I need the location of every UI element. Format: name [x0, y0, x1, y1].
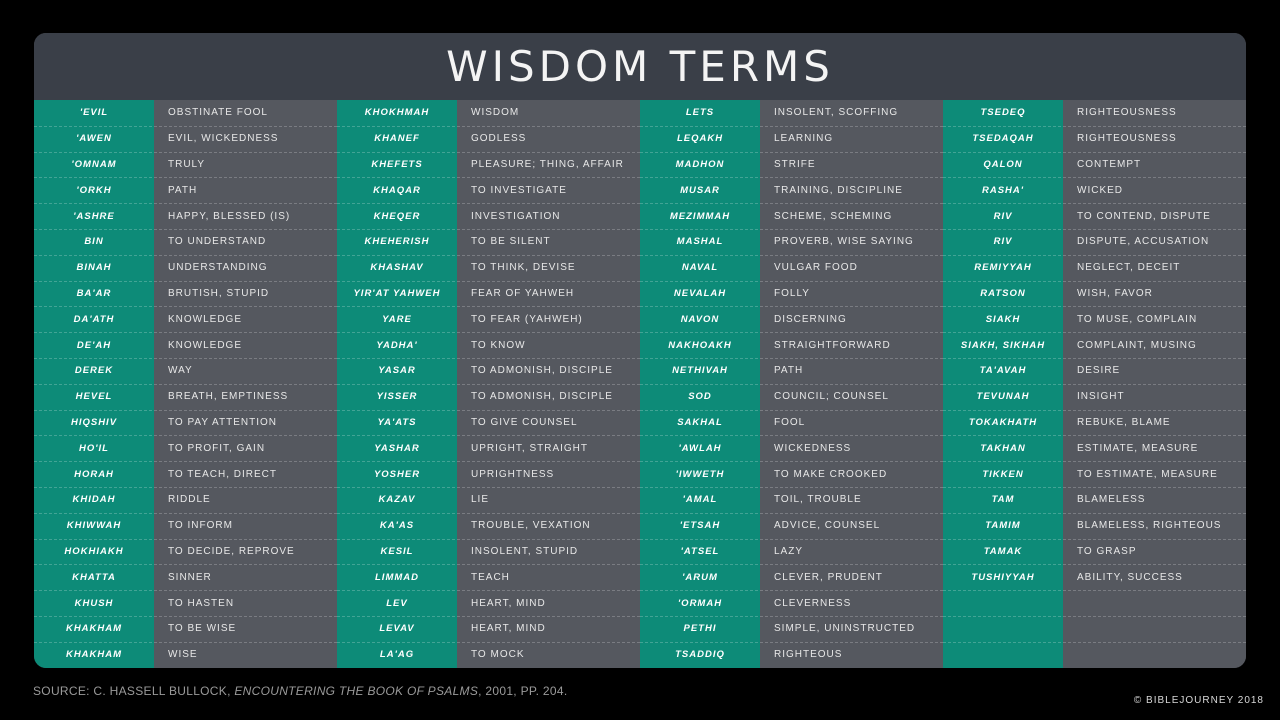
- table-row: [337, 616, 640, 643]
- hebrew-term: HEVEL: [75, 391, 113, 403]
- hebrew-term: TEVUNAH: [976, 391, 1030, 403]
- term-definition: ADVICE, COUNSEL: [774, 520, 881, 532]
- table-row: [34, 642, 337, 668]
- term-definition: RIDDLE: [168, 494, 211, 506]
- hebrew-term: HIQSHIV: [70, 416, 118, 428]
- term-definition: STRAIGHTFORWARD: [774, 339, 891, 351]
- term-definition: TO BE SILENT: [471, 236, 551, 248]
- table-row: [943, 281, 1246, 308]
- term-definition: UNDERSTANDING: [168, 262, 268, 274]
- term-definition: RIGHTEOUS: [774, 649, 843, 661]
- hebrew-term: 'ARUM: [682, 571, 718, 583]
- table-row: [337, 281, 640, 308]
- table-row: [943, 435, 1246, 462]
- term-definition: TO FEAR (YAHWEH): [471, 313, 583, 325]
- term-definition: INSOLENT, SCOFFING: [774, 107, 899, 119]
- table-row: [943, 126, 1246, 153]
- term-definition: WICKEDNESS: [774, 442, 852, 454]
- term-definition: PATH: [168, 184, 198, 196]
- hebrew-term: KHIDAH: [72, 494, 116, 506]
- table-row: [943, 410, 1246, 437]
- term-definition: TO KNOW: [471, 339, 526, 351]
- term-definition: TO HASTEN: [168, 597, 235, 609]
- table-row: [337, 513, 640, 540]
- hebrew-term: TAMIM: [985, 520, 1021, 532]
- hebrew-term: QALON: [983, 158, 1023, 170]
- term-definition: COUNCIL; COUNSEL: [774, 391, 889, 403]
- table-row: [34, 564, 337, 591]
- table-row: [943, 616, 1246, 643]
- term-definition: TO ADMONISH, DISCIPLE: [471, 391, 613, 403]
- hebrew-term: TAMAK: [983, 545, 1023, 557]
- table-row: [943, 255, 1246, 282]
- term-definition: PATH: [774, 365, 804, 377]
- hebrew-term: DEREK: [74, 365, 114, 377]
- table-row: [640, 281, 943, 308]
- table-row: [337, 229, 640, 256]
- hebrew-term: HOKHIAKH: [64, 545, 124, 557]
- table-row: [34, 513, 337, 540]
- table-row: [640, 487, 943, 514]
- table-row: [943, 358, 1246, 385]
- hebrew-term: NEVALAH: [673, 287, 727, 299]
- hebrew-term: 'ASHRE: [73, 210, 115, 222]
- hebrew-term: KHIWWAH: [66, 520, 122, 532]
- hebrew-term: YADHA': [376, 339, 418, 351]
- hebrew-term: 'AMAL: [682, 494, 718, 506]
- term-definition: LAZY: [774, 545, 804, 557]
- term-definition: WISDOM: [471, 107, 520, 119]
- terms-column: [34, 100, 337, 668]
- table-row: [943, 642, 1246, 668]
- hebrew-term: YARE: [382, 313, 412, 325]
- term-definition: HEART, MIND: [471, 623, 546, 635]
- term-definition: TO MAKE CROOKED: [774, 468, 888, 480]
- term-definition: INSIGHT: [1077, 391, 1125, 403]
- table-row: [34, 229, 337, 256]
- hebrew-term: NETHIVAH: [672, 365, 728, 377]
- terms-column: [640, 100, 943, 668]
- term-definition: SINNER: [168, 571, 212, 583]
- table-row: [337, 306, 640, 333]
- table-row: [943, 461, 1246, 488]
- hebrew-term: LEQAKH: [676, 133, 724, 145]
- table-row: [943, 100, 1246, 127]
- term-definition: UPRIGHT, STRAIGHT: [471, 442, 589, 454]
- table-row: [640, 642, 943, 668]
- table-row: [337, 384, 640, 411]
- table-row: [34, 306, 337, 333]
- table-row: [943, 203, 1246, 230]
- table-row: [34, 487, 337, 514]
- term-definition: TO MUSE, COMPLAIN: [1077, 313, 1198, 325]
- table-row: [337, 152, 640, 179]
- term-definition: TO ESTIMATE, MEASURE: [1077, 468, 1218, 480]
- hebrew-term: 'ORKH: [76, 184, 112, 196]
- table-row: [34, 539, 337, 566]
- hebrew-term: KHAKHAM: [65, 649, 123, 661]
- term-definition: INSOLENT, STUPID: [471, 545, 579, 557]
- table-row: [943, 539, 1246, 566]
- term-definition: TO CONTEND, DISPUTE: [1077, 210, 1211, 222]
- hebrew-term: NAVAL: [681, 262, 719, 274]
- table-row: [640, 358, 943, 385]
- hebrew-term: DE'AH: [76, 339, 112, 351]
- table-row: [943, 229, 1246, 256]
- term-definition: TRAINING, DISCIPLINE: [774, 184, 903, 196]
- hebrew-term: YASAR: [378, 365, 416, 377]
- hebrew-term: YISSER: [376, 391, 418, 403]
- term-definition: TO UNDERSTAND: [168, 236, 267, 248]
- term-definition: STRIFE: [774, 158, 816, 170]
- table-row: [337, 435, 640, 462]
- hebrew-term: 'AWLAH: [678, 442, 722, 454]
- term-definition: PLEASURE; THING, AFFAIR: [471, 158, 624, 170]
- table-row: [337, 332, 640, 359]
- table-row: [943, 152, 1246, 179]
- table-row: [943, 487, 1246, 514]
- hebrew-term: MADHON: [675, 158, 725, 170]
- term-definition: SCHEME, SCHEMING: [774, 210, 893, 222]
- term-definition: TO PAY ATTENTION: [168, 416, 277, 428]
- hebrew-term: LETS: [685, 107, 715, 119]
- term-definition: TO ADMONISH, DISCIPLE: [471, 365, 613, 377]
- term-definition: DISCERNING: [774, 313, 847, 325]
- hebrew-term: KAZAV: [378, 494, 416, 506]
- term-definition: TO BE WISE: [168, 623, 237, 635]
- term-definition: COMPLAINT, MUSING: [1077, 339, 1197, 351]
- term-definition: OBSTINATE FOOL: [168, 107, 268, 119]
- table-row: [640, 590, 943, 617]
- hebrew-term: 'IWWETH: [675, 468, 725, 480]
- term-definition: PROVERB, WISE SAYING: [774, 236, 914, 248]
- table-row: [34, 435, 337, 462]
- hebrew-term: BINAH: [76, 262, 112, 274]
- hebrew-term: HORAH: [74, 468, 114, 480]
- table-row: [640, 152, 943, 179]
- hebrew-term: KHATTA: [72, 571, 116, 583]
- hebrew-term: BIN: [84, 236, 104, 248]
- hebrew-term: KA'AS: [379, 520, 415, 532]
- hebrew-term: SIAKH, SIKHAH: [960, 339, 1046, 351]
- table-row: [640, 384, 943, 411]
- hebrew-term: NAKHOAKH: [668, 339, 732, 351]
- term-definition: WISE: [168, 649, 198, 661]
- term-definition: GODLESS: [471, 133, 527, 145]
- term-definition: FEAR OF YAHWEH: [471, 287, 575, 299]
- table-row: [640, 203, 943, 230]
- table-row: [943, 513, 1246, 540]
- table-row: [943, 590, 1246, 617]
- table-row: [640, 229, 943, 256]
- term-definition: TROUBLE, VEXATION: [471, 520, 591, 532]
- source-book-title: ENCOUNTERING THE BOOK OF PSALMS: [234, 684, 479, 698]
- hebrew-term: TUSHIYYAH: [971, 571, 1035, 583]
- table-row: [943, 384, 1246, 411]
- term-definition: WISH, FAVOR: [1077, 287, 1153, 299]
- hebrew-term: KESIL: [380, 545, 414, 557]
- hebrew-term: 'ETSAH: [679, 520, 721, 532]
- terms-column: [337, 100, 640, 668]
- term-definition: BLAMELESS: [1077, 494, 1146, 506]
- term-definition: TO TEACH, DIRECT: [168, 468, 277, 480]
- term-definition: BRUTISH, STUPID: [168, 287, 270, 299]
- terms-table: [34, 100, 1246, 668]
- term-definition: INVESTIGATION: [471, 210, 561, 222]
- hebrew-term: KHEFETS: [371, 158, 423, 170]
- table-row: [337, 255, 640, 282]
- table-row: [337, 358, 640, 385]
- table-row: [640, 539, 943, 566]
- term-definition: ABILITY, SUCCESS: [1077, 571, 1183, 583]
- term-definition: REBUKE, BLAME: [1077, 416, 1171, 428]
- table-row: [337, 487, 640, 514]
- hebrew-term: RASHA': [981, 184, 1025, 196]
- term-definition: WICKED: [1077, 184, 1123, 196]
- table-row: [34, 203, 337, 230]
- table-row: [640, 564, 943, 591]
- hebrew-term: SAKHAL: [677, 416, 723, 428]
- table-row: [34, 410, 337, 437]
- hebrew-term: LEVAV: [379, 623, 415, 635]
- hebrew-term: TSEDEQ: [980, 107, 1026, 119]
- term-definition: FOOL: [774, 416, 806, 428]
- table-row: [943, 306, 1246, 333]
- hebrew-term: KHANEF: [374, 133, 420, 145]
- table-row: [337, 410, 640, 437]
- term-definition: KNOWLEDGE: [168, 313, 243, 325]
- term-definition: TO MOCK: [471, 649, 525, 661]
- hebrew-term: TAM: [991, 494, 1015, 506]
- table-row: [34, 461, 337, 488]
- term-definition: CONTEMPT: [1077, 158, 1142, 170]
- hebrew-term: TAKHAN: [980, 442, 1026, 454]
- hebrew-term: KHASHAV: [370, 262, 424, 274]
- term-definition: KNOWLEDGE: [168, 339, 243, 351]
- hebrew-term: TIKKEN: [982, 468, 1024, 480]
- term-definition: TOIL, TROUBLE: [774, 494, 862, 506]
- hebrew-term: 'ORMAH: [677, 597, 723, 609]
- table-row: [34, 177, 337, 204]
- table-row: [34, 100, 337, 127]
- table-row: [337, 126, 640, 153]
- hebrew-term: RIV: [993, 236, 1013, 248]
- hebrew-term: KHAKHAM: [65, 623, 123, 635]
- term-definition: EVIL, WICKEDNESS: [168, 133, 279, 145]
- table-row: [34, 255, 337, 282]
- hebrew-term: MUSAR: [680, 184, 720, 196]
- hebrew-term: BA'AR: [76, 287, 112, 299]
- hebrew-term: SIAKH: [985, 313, 1021, 325]
- hebrew-term: DA'ATH: [73, 313, 115, 325]
- hebrew-term: PETHI: [683, 623, 717, 635]
- hebrew-term: KHOKHMAH: [364, 107, 430, 119]
- hebrew-term: TA'AVAH: [979, 365, 1027, 377]
- table-row: [640, 177, 943, 204]
- term-definition: LEARNING: [774, 133, 834, 145]
- term-definition: TO DECIDE, REPROVE: [168, 545, 295, 557]
- term-definition: BLAMELESS, RIGHTEOUS: [1077, 520, 1222, 532]
- title-bar: [34, 33, 1246, 100]
- hebrew-term: TOKAKHATH: [968, 416, 1038, 428]
- hebrew-term: KHAQAR: [373, 184, 421, 196]
- table-row: [337, 642, 640, 668]
- hebrew-term: RIV: [993, 210, 1013, 222]
- term-definition: DISPUTE, ACCUSATION: [1077, 236, 1210, 248]
- term-definition: TO INVESTIGATE: [471, 184, 567, 196]
- table-row: [640, 513, 943, 540]
- hebrew-term: YOSHER: [373, 468, 421, 480]
- hebrew-term: 'OMNAM: [71, 158, 117, 170]
- table-row: [337, 564, 640, 591]
- hebrew-term: KHEQER: [373, 210, 421, 222]
- table-row: [34, 384, 337, 411]
- term-definition: DESIRE: [1077, 365, 1121, 377]
- hebrew-term: LA'AG: [379, 649, 415, 661]
- table-row: [640, 332, 943, 359]
- term-definition: FOLLY: [774, 287, 810, 299]
- terms-column: [943, 100, 1246, 668]
- table-row: [943, 177, 1246, 204]
- table-row: [640, 100, 943, 127]
- term-definition: BREATH, EMPTINESS: [168, 391, 289, 403]
- table-row: [34, 616, 337, 643]
- copyright-notice: © BIBLEJOURNEY 2018: [1133, 695, 1264, 706]
- table-row: [337, 590, 640, 617]
- term-definition: HAPPY, BLESSED (IS): [168, 210, 291, 222]
- hebrew-term: NAVON: [680, 313, 720, 325]
- term-definition: TRULY: [168, 158, 206, 170]
- table-row: [640, 461, 943, 488]
- hebrew-term: MASHAL: [676, 236, 724, 248]
- term-definition: CLEVER, PRUDENT: [774, 571, 883, 583]
- term-definition: WAY: [168, 365, 193, 377]
- table-row: [943, 332, 1246, 359]
- term-definition: RIGHTEOUSNESS: [1077, 107, 1177, 119]
- term-definition: TO GIVE COUNSEL: [471, 416, 578, 428]
- term-definition: TO PROFIT, GAIN: [168, 442, 266, 454]
- term-definition: UPRIGHTNESS: [471, 468, 555, 480]
- hebrew-term: MEZIMMAH: [669, 210, 731, 222]
- hebrew-term: YA'ATS: [377, 416, 417, 428]
- hebrew-term: 'AWEN: [76, 133, 112, 145]
- hebrew-term: YIR'AT YAHWEH: [353, 287, 441, 299]
- term-definition: RIGHTEOUSNESS: [1077, 133, 1177, 145]
- source-suffix: , 2001, PP. 204.: [478, 684, 568, 698]
- term-definition: CLEVERNESS: [774, 597, 852, 609]
- term-definition: NEGLECT, DECEIT: [1077, 262, 1181, 274]
- term-definition: SIMPLE, UNINSTRUCTED: [774, 623, 916, 635]
- table-row: [943, 564, 1246, 591]
- source-prefix: SOURCE: C. HASSELL BULLOCK,: [33, 684, 235, 698]
- term-definition: TEACH: [471, 571, 510, 583]
- hebrew-term: TSEDAQAH: [972, 133, 1034, 145]
- term-definition: TO INFORM: [168, 520, 233, 532]
- hebrew-term: RATSON: [980, 287, 1026, 299]
- term-definition: TO THINK, DEVISE: [471, 262, 576, 274]
- table-row: [640, 410, 943, 437]
- hebrew-term: LIMMAD: [375, 571, 419, 583]
- hebrew-term: LEV: [386, 597, 408, 609]
- table-row: [337, 539, 640, 566]
- table-row: [640, 616, 943, 643]
- hebrew-term: REMIYYAH: [974, 262, 1032, 274]
- wisdom-terms-panel: [34, 33, 1246, 668]
- hebrew-term: TSADDIQ: [675, 649, 725, 661]
- table-row: [640, 306, 943, 333]
- term-definition: VULGAR FOOD: [774, 262, 858, 274]
- table-row: [640, 435, 943, 462]
- hebrew-term: YASHAR: [374, 442, 420, 454]
- table-row: [34, 152, 337, 179]
- table-row: [640, 126, 943, 153]
- term-definition: ESTIMATE, MEASURE: [1077, 442, 1199, 454]
- hebrew-term: KHUSH: [74, 597, 114, 609]
- table-row: [640, 255, 943, 282]
- term-definition: HEART, MIND: [471, 597, 546, 609]
- table-row: [337, 100, 640, 127]
- table-row: [34, 590, 337, 617]
- hebrew-term: SOD: [688, 391, 712, 403]
- table-row: [34, 358, 337, 385]
- term-definition: LIE: [471, 494, 490, 506]
- hebrew-term: HO'IL: [79, 442, 109, 454]
- table-row: [337, 177, 640, 204]
- page-title: WISDOM TERMS: [446, 42, 834, 91]
- hebrew-term: 'EVIL: [79, 107, 109, 119]
- table-row: [337, 461, 640, 488]
- table-row: [337, 203, 640, 230]
- hebrew-term: 'ATSEL: [680, 545, 720, 557]
- table-row: [34, 126, 337, 153]
- table-row: [34, 332, 337, 359]
- hebrew-term: KHEHERISH: [364, 236, 430, 248]
- source-citation: [33, 684, 567, 698]
- term-definition: TO GRASP: [1077, 545, 1137, 557]
- table-row: [34, 281, 337, 308]
